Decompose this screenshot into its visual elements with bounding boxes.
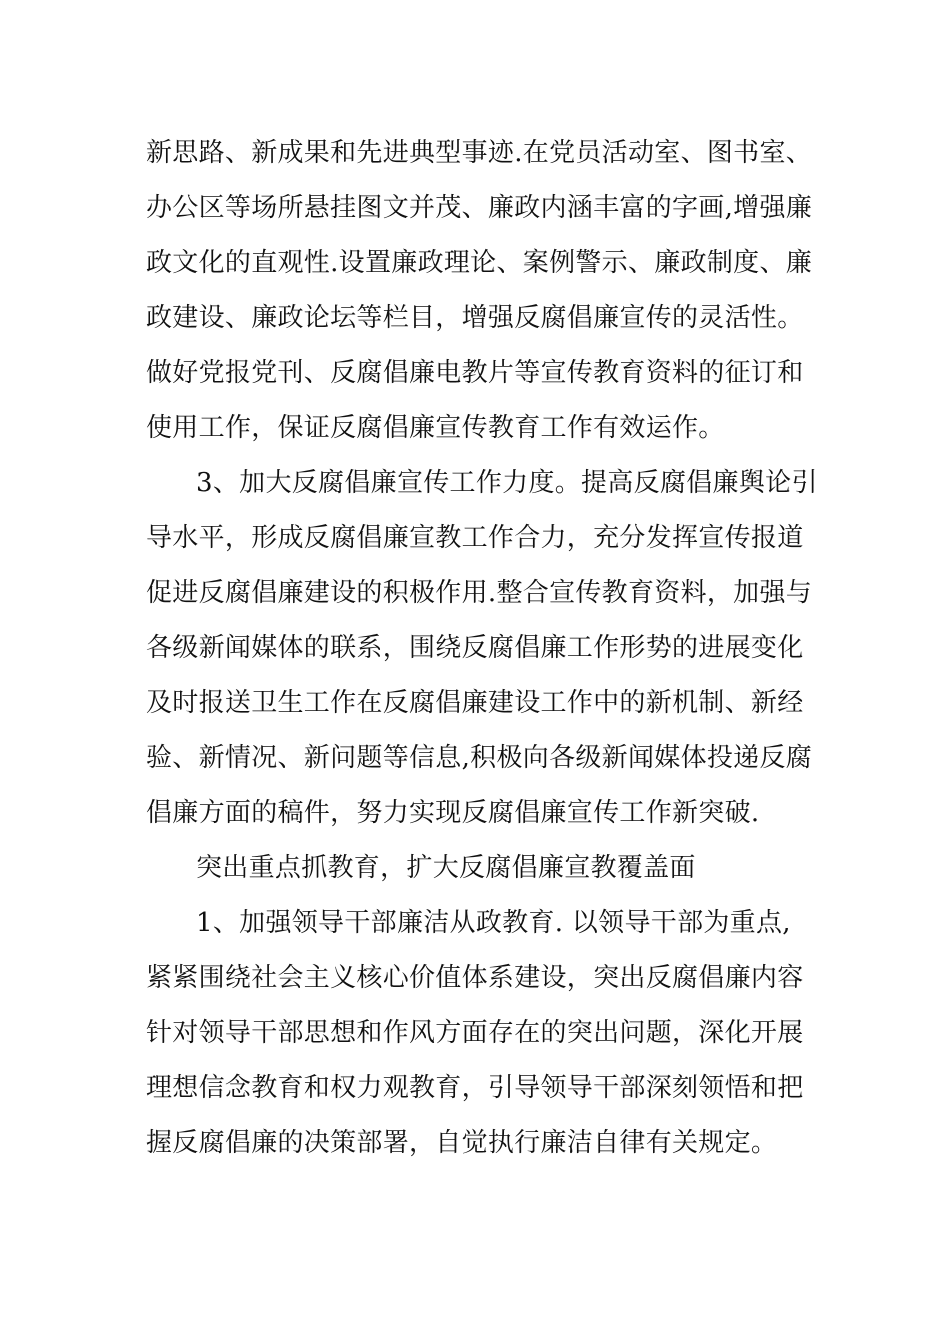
- text-line: 各级新闻媒体的联系，围绕反腐倡廉工作形势的进展变化: [146, 633, 804, 663]
- text-line: 使用工作，保证反腐倡廉宣传教育工作有效运作。: [146, 413, 725, 443]
- text-line: 办公区等场所悬挂图文并茂、廉政内涵丰富的字画,增强廉: [146, 193, 813, 223]
- text-line: 验、新情况、新问题等信息,积极向各级新闻媒体投递反腐: [146, 743, 813, 773]
- text-line: 理想信念教育和权力观教育，引导领导干部深刻领悟和把: [146, 1073, 804, 1103]
- text-line: 倡廉方面的稿件，努力实现反腐倡廉宣传工作新突破.: [146, 798, 760, 828]
- paragraph-start-line: 1、加强领导干部廉洁从政教育. 以领导干部为重点,: [196, 908, 791, 938]
- text-line: 握反腐倡廉的决策部署，自觉执行廉洁自律有关规定。: [146, 1128, 778, 1158]
- section-heading: 突出重点抓教育，扩大反腐倡廉宣教覆盖面: [196, 853, 696, 883]
- text-line: 及时报送卫生工作在反腐倡廉建设工作中的新机制、新经: [146, 688, 804, 718]
- text-line: 针对领导干部思想和作风方面存在的突出问题，深化开展: [146, 1018, 804, 1048]
- text-line: 新思路、新成果和先进典型事迹.在党员活动室、图书室、: [146, 138, 813, 168]
- text-line: 政建设、廉政论坛等栏目，增强反腐倡廉宣传的灵活性。: [146, 303, 804, 333]
- text-line: 紧紧围绕社会主义核心价值体系建设，突出反腐倡廉内容: [146, 963, 804, 993]
- text-line: 导水平，形成反腐倡廉宣教工作合力，充分发挥宣传报道: [146, 523, 804, 553]
- text-line: 做好党报党刊、反腐倡廉电教片等宣传教育资料的征订和: [146, 358, 804, 388]
- text-line: 政文化的直观性.设置廉政理论、案例警示、廉政制度、廉: [146, 248, 813, 278]
- text-line: 促进反腐倡廉建设的积极作用.整合宣传教育资料，加强与: [146, 578, 813, 608]
- document-body: [146, 126, 818, 1171]
- paragraph-start-line: 3、加大反腐倡廉宣传工作力度。提高反腐倡廉舆论引: [196, 468, 818, 498]
